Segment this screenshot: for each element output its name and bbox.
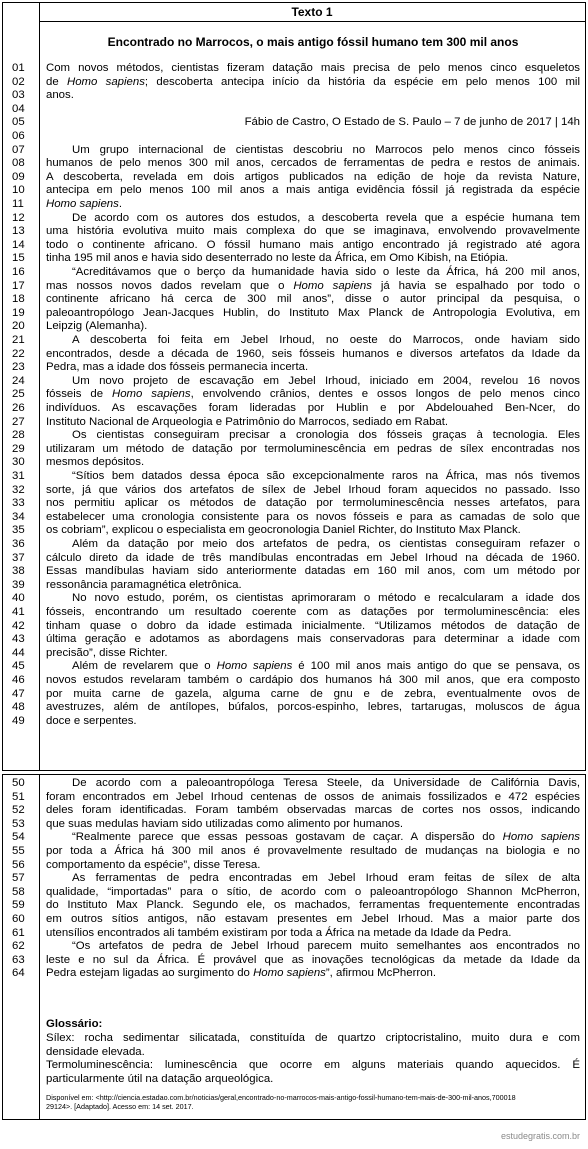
- line-number: 33: [12, 497, 25, 510]
- line-number: 02: [12, 75, 25, 88]
- text-line: “Acreditávamos que o berço da humanidade havia sido o leste da África, há 200 mil anos,: [72, 266, 580, 278]
- text-line: antecipa em pelo menos 100 mil anos a mais antiga evidência fóssil já registrada da espécie: [46, 184, 580, 197]
- line-number: 59: [12, 899, 25, 912]
- text-line: sorte, já que vários dos artefatos de sílex de Jebel Irhoud foram aquecidos no passado. Isso: [46, 483, 580, 496]
- line-number: 28: [12, 429, 25, 442]
- line-number: 30: [12, 456, 25, 469]
- line-number: 20: [12, 320, 25, 333]
- text-line: tinham quase o dobro da idade estimada inicialmente. “Utilizamos métodos de datação de: [46, 619, 580, 632]
- glossary-line: Sílex: rocha sedimentar silicatada, constituída de quartzo criptocristalino, muito dura e com: [46, 1032, 580, 1044]
- line-number: 21: [12, 334, 25, 346]
- text-line: tinha 195 mil anos e havia sido desenterrado no leste da África, em Omo Kibish, na Etiópia.: [46, 252, 509, 265]
- text-line: humanos de pelo menos 300 mil anos, cercados de ferramentas de pedra e restos de animais.: [46, 157, 580, 170]
- text-header: Texto 1: [39, 3, 585, 22]
- line-number: 18: [12, 293, 25, 306]
- text-line: mas nossos novos dados revelam que o Homo sapiens já havia se espalhado por todo o: [46, 279, 581, 292]
- line-number: 57: [12, 872, 25, 885]
- line-number: 09: [12, 170, 25, 183]
- text-box-2: [2, 774, 586, 1120]
- text-line: nos permitiu aplicar os métodos de datação por termoluminescência nesses artefatos, para: [46, 497, 580, 510]
- text-line: “Realmente parece que essas pessoas gostavam de caçar. A dispersão do Homo sapiens: [72, 831, 581, 844]
- text-line: fósseis, encontrando um resultado coerente com as datações por termoluminescência: eles: [46, 606, 580, 618]
- line-number: 38: [12, 565, 25, 578]
- line-number: 42: [12, 619, 25, 632]
- line-number: 04: [12, 102, 25, 115]
- text-line: todo o continente africano. O fóssil humano mais antigo encontrado já registrado até agora: [46, 238, 580, 251]
- text-line: por muita carne de gazela, alguma carne de gnu e de zebra, eventualmente ovos de: [46, 687, 580, 700]
- line-number: 24: [12, 374, 25, 387]
- line-number: 36: [12, 538, 25, 550]
- line-number: 23: [12, 361, 25, 374]
- text-line: ressonância paramagnética eletrônica.: [46, 578, 242, 591]
- line-number: 61: [12, 926, 25, 939]
- line-number: 45: [12, 660, 25, 673]
- line-number: 46: [12, 674, 25, 686]
- line-number: 51: [12, 790, 25, 803]
- source-citation: Disponível em: <http://ciencia.estadao.com.br/noticias/geral,encontrado-no-marrocos-mais-antigo-fossil-humano-tem-mais-de-300-mil-anos,700018: [46, 1093, 516, 1102]
- text-line: fósseis de Homo sapiens, envolvendo crânios, dentes e ossos longos de pelo menos cinco: [46, 388, 580, 401]
- text-line: indivíduos. As escavações foram lideradas por Hublin e por Abdelouahed Ben-Ncer, do: [46, 402, 580, 414]
- text-line: última geração e adotamos as abordagens mais conservadoras para determinar a idade com: [46, 633, 580, 646]
- text-line: comportamento da espécie”, disse Teresa.: [46, 858, 261, 871]
- line-number: 52: [12, 804, 25, 817]
- text-line: precisão”, disse Richter.: [46, 646, 168, 659]
- line-number: 39: [12, 578, 25, 591]
- line-number: 47: [12, 687, 25, 700]
- text-line: Essas mandíbulas haviam sido anteriormente datadas em 160 mil anos, com um método por: [46, 565, 580, 578]
- line-number: 41: [12, 606, 25, 618]
- line-number: 62: [12, 940, 25, 953]
- line-number: 11: [12, 198, 24, 210]
- text-line: novos estudos revelaram também o cardápio dos humanos há 300 mil anos, que era composto: [46, 674, 580, 686]
- line-number-column: [3, 775, 40, 1119]
- text-line: Com novos métodos, cientistas fizeram datação mais precisa de pelo menos cinco esqueletos: [46, 62, 580, 74]
- line-number: 19: [12, 306, 25, 319]
- text-line: “Sítios bem datados dessa época são excepcionalmente raros na África, mas nós tivemos: [72, 470, 580, 482]
- text-line: A descoberta, revelada em dois artigos publicados na edição de hoje da revista Nature,: [46, 170, 580, 183]
- text-line: em outros sítios antigos, não estavam presentes em Jebel Irhoud. Mas a maior parte dos: [46, 913, 580, 925]
- watermark: estudegratis.com.br: [500, 1131, 580, 1141]
- text-line: por toda a África há 300 mil anos é provavelmente resultado de mudanças na biologia e no: [46, 845, 580, 857]
- line-number: 55: [12, 845, 25, 857]
- text-line: deles foram identificadas. Foram também observadas marcas de cortes nos ossos, indicando: [46, 804, 580, 817]
- text-line: avestruzes, além de antílopes, búfalos, porcos-espinho, lebres, tartarugas, moluscos de água: [46, 701, 580, 714]
- text-line: mesmos depósitos.: [46, 456, 145, 469]
- text-line: anos.: [46, 89, 74, 102]
- line-number: 15: [12, 252, 25, 265]
- article-title: Encontrado no Marrocos, o mais antigo fóssil humano tem 300 mil anos: [107, 35, 519, 49]
- line-number: 12: [12, 211, 25, 224]
- line-number: 64: [12, 967, 25, 980]
- line-number: 50: [12, 777, 25, 789]
- text-line: Homo sapiens.: [46, 198, 122, 210]
- text-line: qualidade, “importadas” para o sítio, de acordo com o paleoantropólogo Shannon McPherron,: [46, 885, 580, 898]
- line-number: 48: [12, 701, 25, 714]
- source-citation: 29124>. [Adaptado]. Acesso em: 14 set. 2017.: [46, 1102, 194, 1111]
- line-number: 27: [12, 415, 25, 428]
- text-line: Além da datação por meio dos artefatos de pedra, os cientistas conseguiram refazer o: [72, 538, 580, 550]
- text-line: paleoantropólogo Jean-Jacques Hublin, do Instituto Max Planck de Antropologia Evolutiva, em: [46, 306, 580, 319]
- text-line: “Os artefatos de pedra de Jebel Irhoud parecem muito semelhantes aos encontrados no: [72, 940, 580, 953]
- line-number: 32: [12, 483, 25, 496]
- line-number: 29: [12, 442, 25, 455]
- text-line: De acordo com a paleoantropóloga Teresa Steele, da Universidade de Califórnia Davis,: [72, 777, 580, 789]
- text-line: doce e serpentes.: [46, 714, 137, 727]
- line-number: 26: [12, 402, 25, 414]
- line-number: 16: [12, 266, 25, 278]
- line-number: 03: [12, 89, 25, 102]
- line-number: 43: [12, 633, 25, 646]
- line-number: 49: [12, 714, 25, 727]
- line-number: 60: [12, 913, 25, 925]
- text-line: foram encontrados em Jebel Irhoud centenas de ossos de animais fossilizados e 472 espécies: [46, 790, 580, 803]
- glossary-line: densidade elevada.: [46, 1045, 145, 1058]
- text-line: Um novo projeto de escavação em Jebel Irhoud, iniciado em 2004, revelou 16 novos: [72, 374, 580, 387]
- line-number: 05: [12, 116, 25, 129]
- line-number: 22: [12, 347, 25, 360]
- glossary-line: Termoluminescência: luminescência que ocorre em alguns materiais quando aquecidos. É: [46, 1059, 580, 1072]
- text-line: Os cientistas conseguiram precisar a cronologia dos fósseis graças à tecnologia. Eles: [72, 429, 580, 442]
- line-number: 10: [12, 184, 25, 197]
- line-number: 44: [12, 646, 25, 659]
- glossary-title: Glossário:: [46, 1018, 103, 1030]
- line-number: 58: [12, 885, 25, 898]
- line-number: 53: [12, 817, 25, 830]
- text-line: leste e no sul da África. É provável que as inovações tecnológicas da metade da Idade da: [46, 953, 580, 966]
- line-number: 06: [12, 130, 25, 142]
- line-number: 07: [12, 143, 25, 156]
- line-number: 25: [12, 388, 25, 401]
- text-line: estabelecer uma cronologia consistente para os novos fósseis e para as camadas de solo que: [46, 510, 580, 523]
- line-number: 34: [12, 510, 25, 523]
- text-line: No novo estudo, porém, os cientistas aprimoraram o método e recalcularam a idade dos: [72, 592, 580, 605]
- byline: Fábio de Castro, O Estado de S. Paulo – 7 de junho de 2017 | 14h: [244, 116, 580, 129]
- line-number: 01: [12, 62, 25, 74]
- line-number: 54: [12, 831, 25, 844]
- text-line: Um grupo internacional de cientistas descobriu no Marrocos pelo menos cinco fósseis: [72, 143, 580, 156]
- text-box-1: [2, 2, 586, 771]
- text-line: De acordo com os autores dos estudos, a descoberta revela que a espécie humana tem: [72, 211, 580, 224]
- text-line: Pedra, mas a idade dos fósseis permanecia incerta.: [46, 361, 309, 374]
- text-line: As ferramentas de pedra encontradas em Jebel Irhoud eram feitas de sílex de alta: [72, 872, 580, 885]
- line-number: 14: [12, 238, 25, 251]
- text-line: Instituto Nacional de Arqueologia e Patrimônio do Marrocos, sediado em Rabat.: [46, 415, 449, 428]
- line-number: 35: [12, 524, 25, 537]
- text-line: utilizaram um método de datação por termoluminescência em pedras de sílex encontradas nos: [46, 442, 580, 455]
- line-number: 40: [12, 592, 25, 605]
- text-line: Leipzig (Alemanha).: [46, 320, 148, 333]
- line-number: 31: [12, 470, 25, 482]
- text-line: Pedra estejam ligadas ao surgimento do Homo sapiens”, afirmou McPherron.: [46, 967, 437, 980]
- line-number: 08: [12, 157, 25, 170]
- line-number-column: [3, 3, 40, 770]
- line-number: 37: [12, 551, 25, 564]
- text-line: encontrados, desde a década de 1960, seis fósseis humanos e diversos artefatos da Idade da: [46, 347, 580, 360]
- text-line: do Instituto Max Planck. Segundo ele, os machados, ferramentas frequentemente encontradas: [46, 899, 580, 912]
- text-line: Além de revelarem que o Homo sapiens é 100 mil anos mais antigo do que se pensava, os: [72, 660, 580, 673]
- text-line: utensílios encontrados ali também existiram por toda a África na metade da Idade da Pedra.: [46, 926, 512, 939]
- line-number: 63: [12, 953, 25, 966]
- text-line: A descoberta foi feita em Jebel Irhoud, no oeste do Marrocos, onde haviam sido: [72, 334, 580, 346]
- text-line: os cobriam”, explicou o especialista em geocronologia Daniel Richter, do Instituto Max Planck.: [46, 524, 521, 537]
- glossary-line: particularmente útil na datação arqueológica.: [46, 1072, 274, 1085]
- line-number: 56: [12, 858, 25, 871]
- text-line: cálculo direto da idade de três mandíbulas encontradas em Jebel Irhoud na década de 1960.: [46, 551, 580, 564]
- line-number: 17: [12, 279, 25, 292]
- text-line: que suas medulas haviam sido utilizadas como alimento por humanos.: [46, 817, 404, 830]
- line-number: 13: [12, 225, 25, 238]
- text-line: uma história evolutiva muito mais complexa do que se imaginava, envolvendo provavelmente: [46, 225, 580, 238]
- text-line: de Homo sapiens; descoberta antecipa início da história da espécie em pelo menos 100 mil: [46, 75, 580, 88]
- text-line: continente africano há cerca de 300 mil anos”, disse o autor principal da pesquisa, o: [46, 293, 580, 306]
